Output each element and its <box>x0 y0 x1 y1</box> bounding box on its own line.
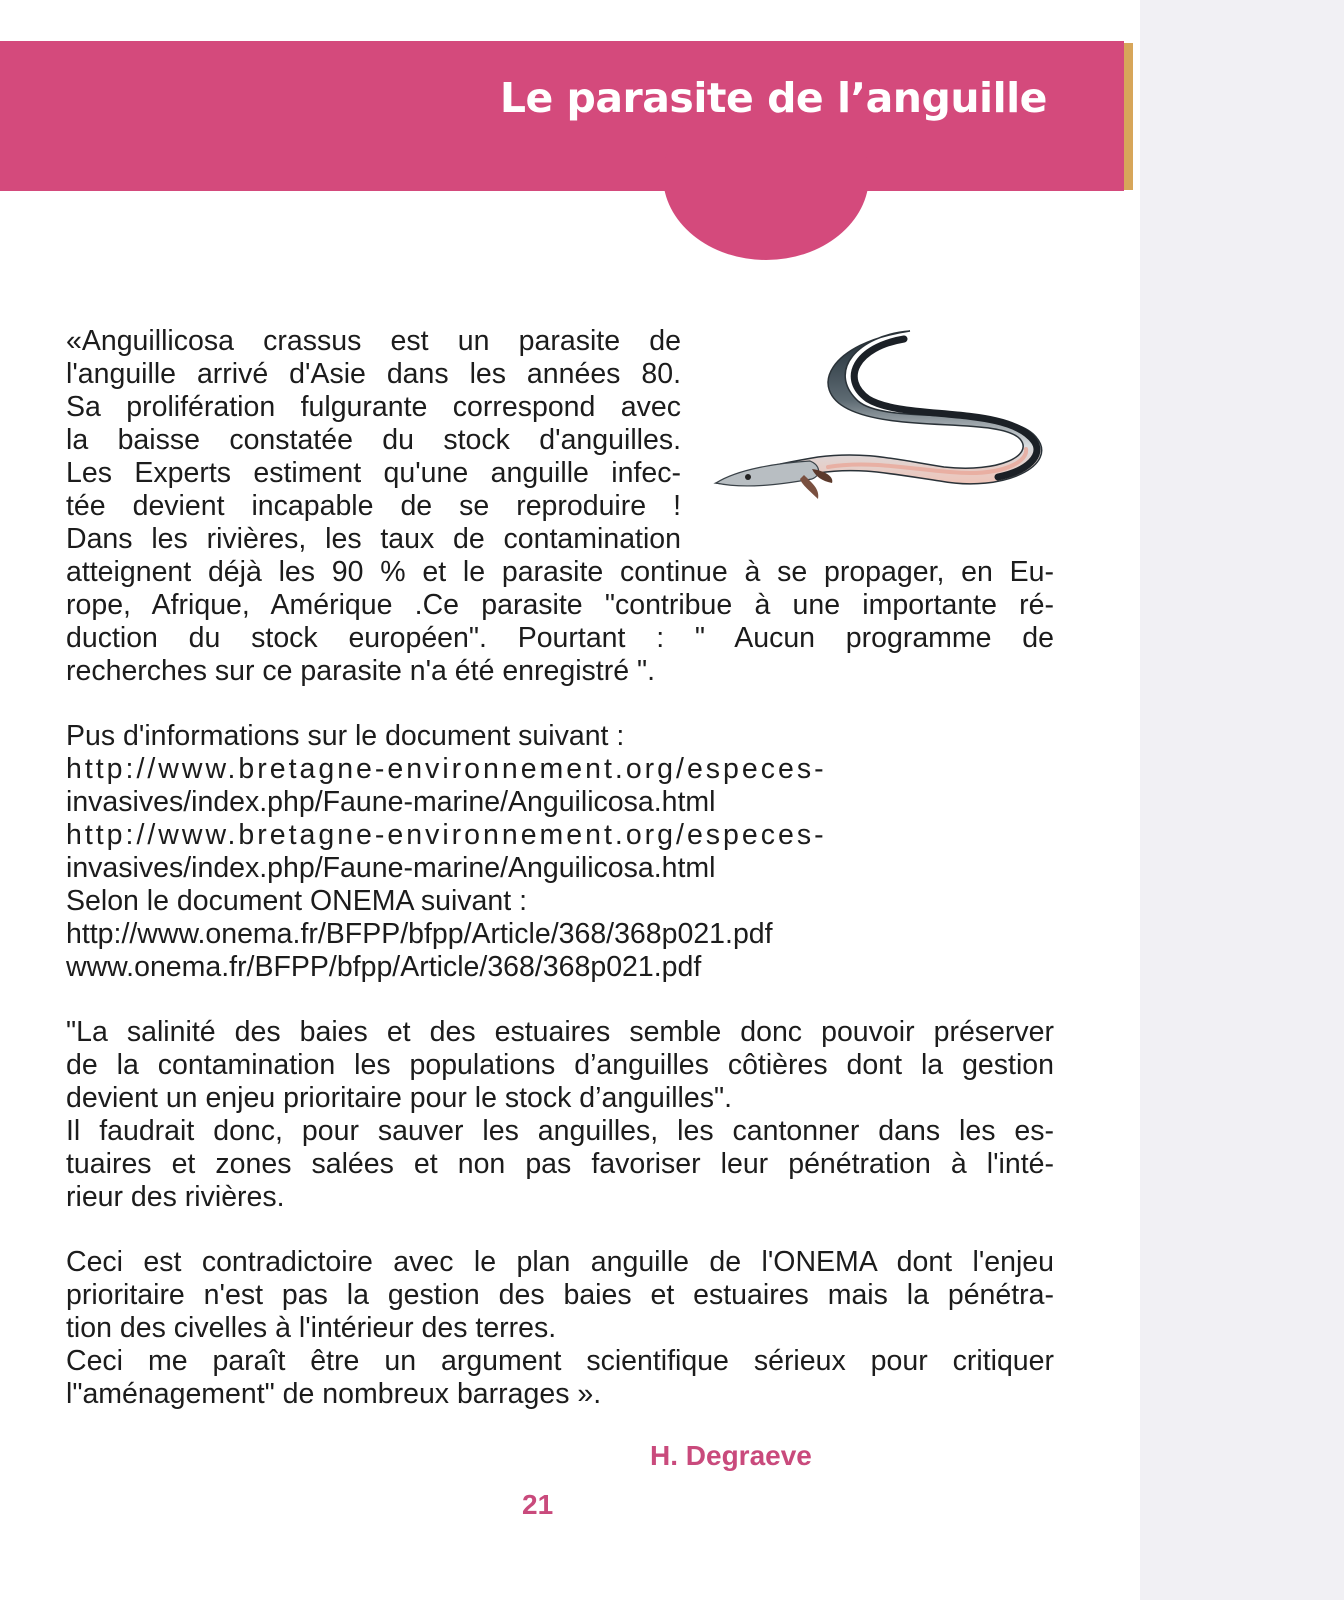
text-line: l'anguille arrivé d'Asie dans les années 80. <box>66 358 681 390</box>
text-line: Les Experts estiment qu'une anguille infec- <box>66 457 681 489</box>
text-line: devient un enjeu prioritaire pour le stock d’anguilles". <box>66 1082 733 1114</box>
reference-link[interactable]: http://www.bretagne-environnement.org/especes- <box>66 819 827 851</box>
text-line: la baisse constatée du stock d'anguilles. <box>66 424 681 456</box>
text-line: tuaires et zones salées et non pas favoriser leur pénétration à l'inté- <box>66 1148 1054 1180</box>
page-title: Le parasite de l’anguille <box>499 74 1047 122</box>
text-line: «Anguillicosa crassus est un parasite de <box>66 325 681 357</box>
author-signature: H. Degraeve <box>650 1440 812 1471</box>
text-line: atteignent déjà les 90 % et le parasite continue à se propager, en Eu- <box>66 556 1054 588</box>
header-gold-edge <box>1124 43 1133 190</box>
references-onema-intro: Selon le document ONEMA suivant : <box>66 885 527 917</box>
text-line: Ceci est contradictoire avec le plan anguille de l'ONEMA dont l'enjeu <box>66 1246 1054 1278</box>
text-line: Dans les rivières, les taux de contamination <box>66 523 681 555</box>
text-line: rieur des rivières. <box>66 1181 285 1213</box>
reference-link[interactable]: invasives/index.php/Faune-marine/Anguilicosa.html <box>66 786 716 818</box>
text-line: prioritaire n'est pas la gestion des baies et estuaires mais la pénétra- <box>66 1279 1054 1311</box>
text-line: Ceci me paraît être un argument scientifique sérieux pour critiquer <box>66 1345 1054 1377</box>
text-line: Sa prolifération fulgurante correspond avec <box>66 391 681 423</box>
text-line: rope, Afrique, Amérique .Ce parasite "contribue à une importante ré- <box>66 589 1054 621</box>
text-line: "La salinité des baies et des estuaires semble donc pouvoir préserver <box>66 1016 1054 1048</box>
text-line: l"aménagement" de nombreux barrages ». <box>66 1378 602 1410</box>
reference-link[interactable]: http://www.onema.fr/BFPP/bfpp/Article/368/368p021.pdf <box>66 918 773 950</box>
text-line: tion des civelles à l'intérieur des terres. <box>66 1312 557 1344</box>
text-line: tée devient incapable de se reproduire ! <box>66 490 681 522</box>
page-number: 21 <box>522 1489 554 1520</box>
eel-icon <box>708 323 1060 523</box>
text-line: duction du stock européen". Pourtant : " Aucun programme de <box>66 622 1054 654</box>
text-line: Il faudrait donc, pour sauver les anguilles, les cantonner dans les es- <box>66 1115 1054 1147</box>
reference-link[interactable]: http://www.bretagne-environnement.org/especes- <box>66 753 827 785</box>
references-intro: Pus d'informations sur le document suivant : <box>66 720 625 752</box>
reference-link[interactable]: invasives/index.php/Faune-marine/Anguilicosa.html <box>66 852 716 884</box>
reference-link[interactable]: www.onema.fr/BFPP/bfpp/Article/368/368p021.pdf <box>66 951 702 983</box>
text-line: de la contamination les populations d’anguilles côtières dont la gestion <box>66 1049 1054 1081</box>
text-line: recherches sur ce parasite n'a été enregistré ". <box>66 655 656 687</box>
